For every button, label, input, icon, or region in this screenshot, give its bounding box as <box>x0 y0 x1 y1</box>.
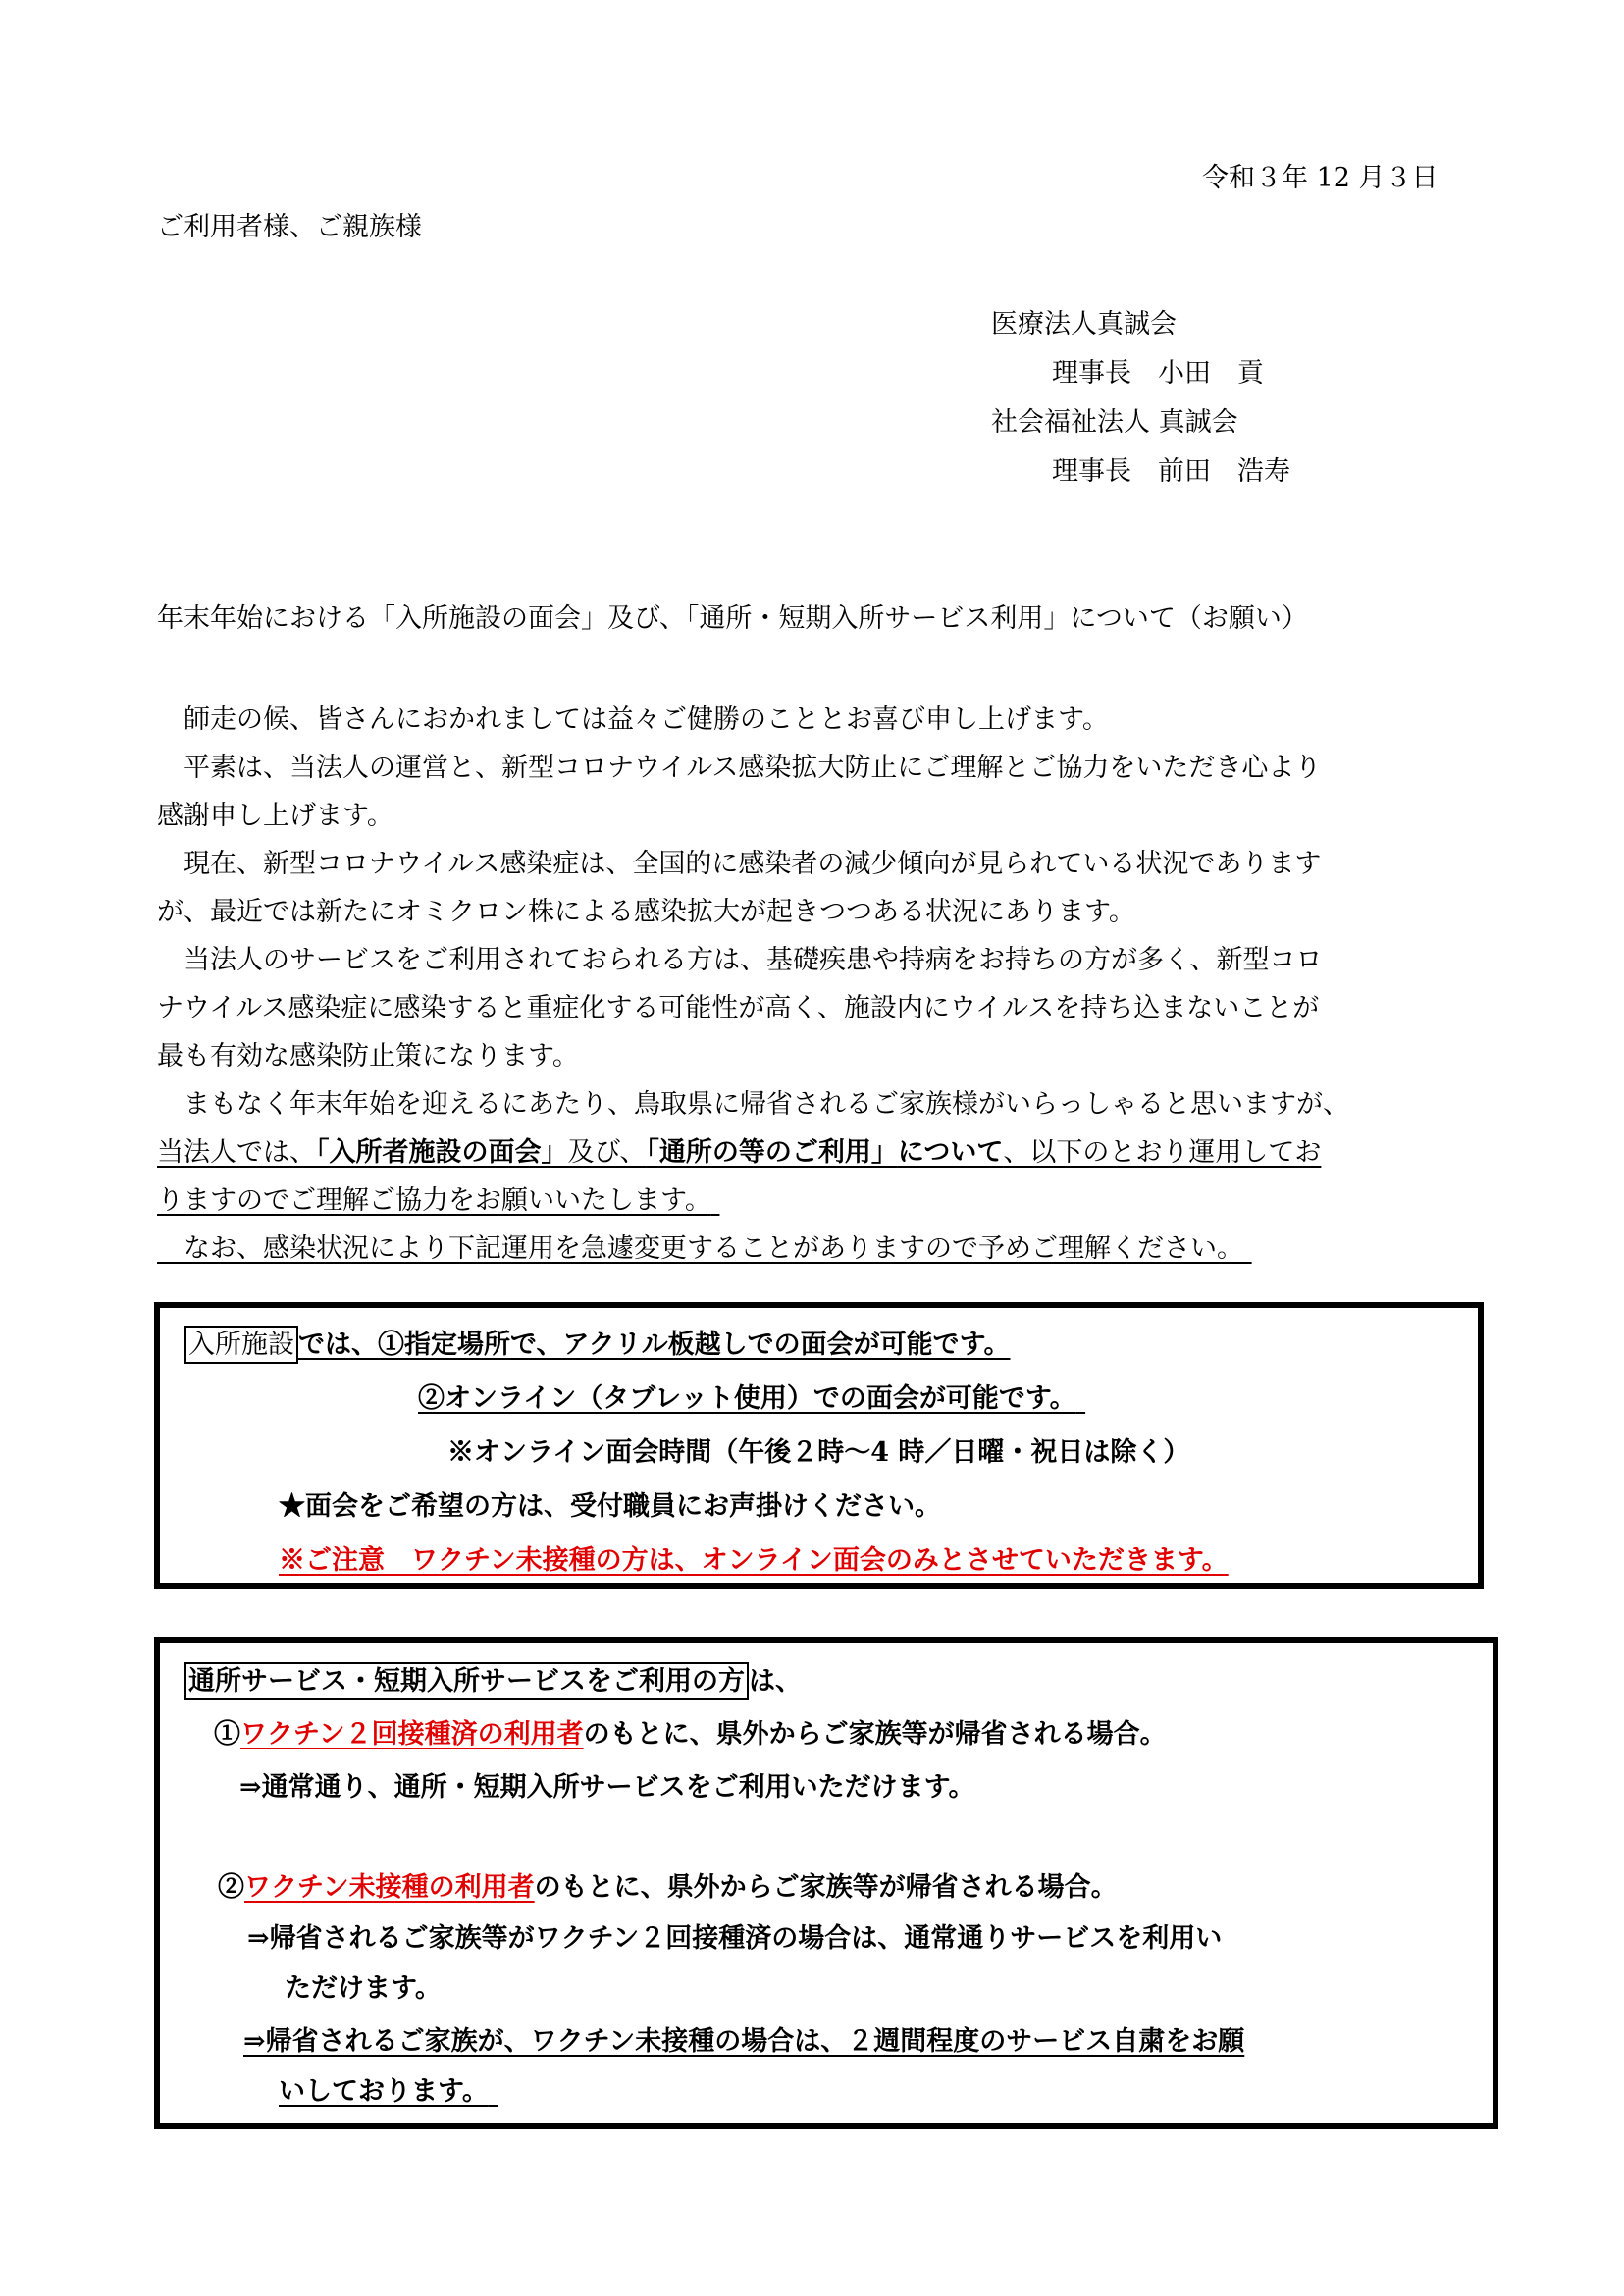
paragraph-greeting <box>157 696 1472 744</box>
paragraph-status-1 <box>157 840 1472 888</box>
paragraph-request-2 <box>157 1128 1472 1176</box>
request-about: について <box>897 1137 1004 1168</box>
paragraph-greeting-text: 師走の候、皆さんにおかれましては益々ご健勝のこととお喜び申し上げます。 <box>183 704 1109 735</box>
document-date: 令和３年 12 月３日 <box>1202 163 1439 193</box>
service-label: 通所サービス・短期入所サービスをご利用の方 <box>184 1662 749 1700</box>
sender-org-1: 医療法人真誠会 <box>991 309 1177 339</box>
case-1-vaccinated-user: ワクチン２回接種済の利用者 <box>240 1719 584 1749</box>
sender-chair-1: 理事長 小田 貢 <box>1052 358 1264 389</box>
service-case-2-result-2-cont <box>279 2078 498 2105</box>
paragraph-request-text-3: りますのでご理解ご協力をお願いいたします。 <box>157 1185 711 1216</box>
paragraph-status-text-1: 現在、新型コロナウイルス感染症は、全国的に感染者の減少傾向が見られている状況であります <box>183 849 1322 879</box>
paragraph-risk-3: 最も有効な感染防止策になります。 <box>157 1041 579 1071</box>
online-visit-hours: ※オンライン面会時間（午後２時～4 時／日曜・祝日は除く） <box>447 1437 1190 1468</box>
request-day-service: 「通所の等のご利用」 <box>646 1137 898 1168</box>
body-text <box>157 696 1472 1273</box>
service-label-suffix: は、 <box>749 1666 802 1696</box>
case-1-condition: のもとに、県外からご家族等が帰省される場合。 <box>583 1719 1167 1749</box>
service-case-2-result-2: ⇒帰省されるご家族が、ワクチン未接種の場合は、２週間程度のサービス自粛をお願 <box>243 2026 1245 2057</box>
paragraph-thanks-1 <box>157 744 1472 792</box>
service-case-2 <box>218 1874 1118 1901</box>
case-1-number: ① <box>214 1719 240 1749</box>
paragraph-request-3 <box>157 1176 1472 1225</box>
facility-line-1 <box>184 1331 1019 1358</box>
service-case-2-result-1: ⇒帰省されるご家族等がワクチン２回接種済の場合は、通常通りサービスを利用い <box>247 1923 1223 1954</box>
facility-option-2 <box>418 1385 1085 1412</box>
service-case-2-result-1-cont: ただけます。 <box>285 1973 442 2004</box>
facility-label: 入所施設 <box>184 1326 298 1364</box>
paragraph-risk-text-1: 当法人のサービスをご利用されておられる方は、基礎疾患や持病をお持ちの方が多く、新型コロ <box>183 945 1323 975</box>
case-2-unvaccinated-user: ワクチン未接種の利用者 <box>244 1872 535 1903</box>
paragraph-request-text-1: まもなく年末年始を迎えるにあたり、鳥取県に帰省されるご家族様がいらっしゃると思いますが、 <box>183 1089 1349 1120</box>
paragraph-thanks-text-1: 平素は、当法人の運営と、新型コロナウイルス感染拡大防止にご理解とご協力をいただき心より <box>183 753 1322 783</box>
paragraph-notice-text: なお、感染状況により下記運用を急遽変更することがありますので予めご理解ください。 <box>183 1233 1243 1264</box>
service-case-1 <box>214 1721 1167 1748</box>
service-case-2-result-2-cont-text: いしております。 <box>279 2076 489 2107</box>
unvaccinated-warning: ※ご注意 ワクチン未接種の方は、オンライン面会のみとさせていただきます。 <box>279 1545 1229 1576</box>
request-and: 及び、 <box>567 1137 647 1168</box>
service-heading <box>184 1668 802 1695</box>
facility-option-1: では、①指定場所で、アクリル板越しでの面会が可能です。 <box>298 1330 1011 1360</box>
service-case-1-result: ⇒通常通り、通所・短期入所サービスをご利用いただけます。 <box>239 1772 975 1802</box>
sender-org-2: 社会福祉法人 真誠会 <box>991 407 1238 438</box>
paragraph-risk-2: ナウイルス感染症に感染すると重症化する可能性が高く、施設内にウイルスを持ち込まないことが <box>157 993 1320 1023</box>
paragraph-request-1 <box>157 1080 1472 1128</box>
case-2-number: ② <box>218 1872 244 1903</box>
recipient-line: ご利用者様、ご親族様 <box>157 212 422 242</box>
request-prefix: 当法人では、 <box>157 1137 316 1168</box>
document-title: 年末年始における「入所施設の面会」及び、「通所・短期入所サービス利用」について（お願い） <box>157 603 1308 634</box>
facility-option-2-text: ②オンライン（タブレット使用）での面会が可能です。 <box>418 1383 1076 1414</box>
request-operation: 、以下のとおり運用してお <box>1003 1137 1322 1168</box>
paragraph-risk-1 <box>157 936 1472 984</box>
request-facility-visit: 「入所者施設の面会」 <box>316 1137 568 1168</box>
paragraph-thanks-2: 感謝申し上げます。 <box>157 801 393 831</box>
paragraph-status-2: が、最近では新たにオミクロン株による感染拡大が起きつつある状況にあります。 <box>157 897 1135 927</box>
sender-chair-2: 理事長 前田 浩寿 <box>1052 456 1290 487</box>
case-2-condition: のもとに、県外からご家族等が帰省される場合。 <box>534 1872 1118 1903</box>
visit-request-note: ★面会をご希望の方は、受付職員にお声掛けください。 <box>279 1491 941 1522</box>
paragraph-notice <box>157 1225 1472 1273</box>
